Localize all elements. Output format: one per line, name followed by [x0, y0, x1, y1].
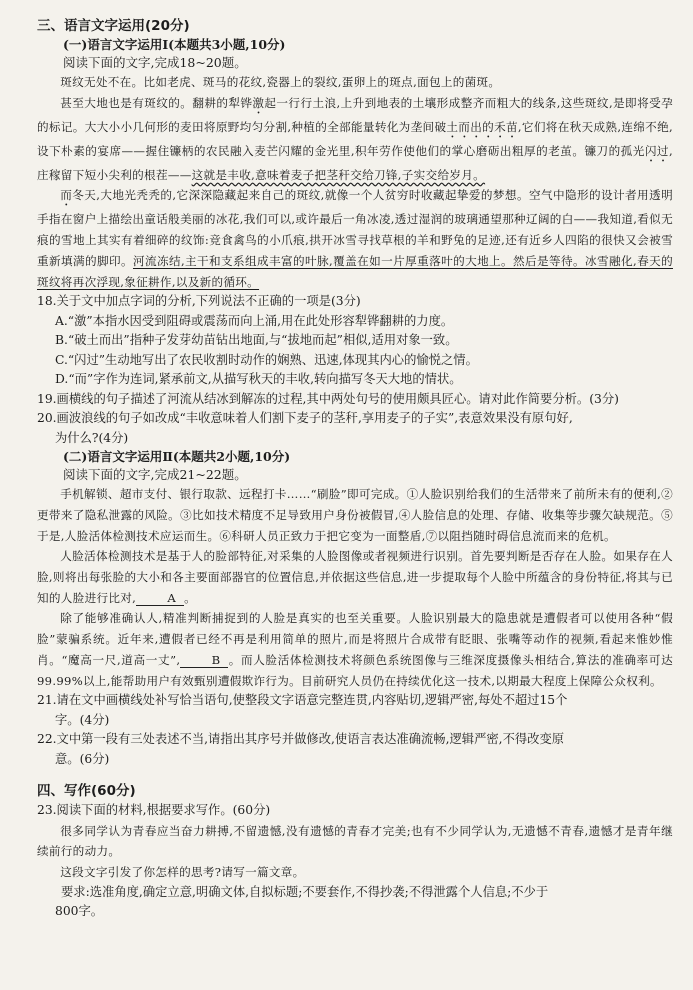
- dotted-word-potu: 土而出的禾苗: [446, 119, 518, 134]
- part-2-instruction: 阅读下面的文字,完成21~22题。: [63, 467, 247, 483]
- part-1-instruction: 阅读下面的文字,完成18~20题。: [63, 55, 247, 70]
- question-21: 21.请在文中画横线处补写恰当语句,使整段文字语意完整连贯,内容贴切,逻辑严密,每处不超过15个 字。(4分): [37, 693, 568, 727]
- question-20: 20.画波浪线的句子如改成“丰收意味着人们割下麦子的茎秆,享用麦子的子实”,表意效果没有原句好, 为什么?(4分): [37, 411, 573, 445]
- dotted-word-ji: 激: [252, 95, 265, 110]
- passage-2-paragraph-1: 手机解锁、超市支付、银行取款、远程打卡……“刷脸”即可完成。①人脸识别给我们的生活带来了前所未有的便利,②更带来了隐私泄露的风险。③比如技术精度不足导致用户身份被假冒,④人脸信息的处理、存储、收集等步骤欠缺规范。⑤于是,人脸活体检测技术应运而生。⑥科研人员正致力于把它变为一面整盾,⑦以阻挡随时碍信息流而来的危机。: [37, 487, 673, 543]
- passage-2-paragraph-3: 除了能够准确认人,精准判断捕捉到的人脸是真实的也至关重要。人脸识别最大的隐患就是遭假者可以使用各种“假脸”蒙骗系统。近年来,遭假者已经不再是利用简单的照片,而是将照片合成带有眨眼、张嘴等动作的视频,看起来惟妙惟肖。“魔高一尺,道高一丈”, B 。而人脸活体检测技术将颜色系统图像与三维深度摄像头相结合,算法的准确率可达99.99%以上,能帮助用户有效甄别遭假欺诈行为。目前研究人员仍在持续优化这一技术,以期最大程度上保障公众权利。: [37, 611, 673, 688]
- writing-prompt: 这段文字引发了你怎样的思考?请写一篇文章。: [60, 865, 305, 880]
- blank-a: A: [136, 591, 184, 606]
- passage-1-paragraph-2: 甚至大地也是有斑纹的。翻耕的犁铧激起一行行土浪,上升到地表的土壤形成整齐而粗大的线条,这些斑纹,是即将受孕的标记。大大小小几何形的麦田将原野均匀分割,种植的全部能量转化为垄间破土而出的禾苗,它们将在秋天成熟,连绵不绝,设下朴素的宴席——握住镰柄的农民融入麦芒闪耀的金光里,积年劳作使他们的掌心磨砺出粗厚的老茧。镰刀的孤光闪过,庄稼留下短小尖利的根茬——这就是丰收,意味着麦子把茎秆交给刀锋,子实交给岁月。: [37, 95, 674, 182]
- q18-option-c: C.“闪过”生动地写出了农民收割时动作的娴熟、迅速,体现其内心的愉悦之情。: [55, 352, 478, 367]
- dotted-word-shanguo: 闪过: [644, 143, 669, 158]
- wavy-underlined-sentence: 这就是丰收,意味着麦子把茎秆交给刀锋,子实交给岁月。: [191, 167, 486, 182]
- dotted-word-er: 而: [60, 188, 73, 203]
- passage-2-paragraph-2: 人脸活体检测技术是基于人的脸部特征,对采集的人脸图像或者视频进行识别。首先要判断是否存在人脸。如果存在人脸,则将出每张脸的大小和各主要面部器官的位置信息,并依据这些信息,进一步提取每个人脸中所蕴含的身份特征,将其与已知的人脸进行比对, A 。: [37, 549, 673, 605]
- q18-option-b: B.“破土而出”指种子发芽幼苗钻出地面,与“拔地而起”相似,适用对象一致。: [55, 333, 458, 348]
- part-2-title: (二)语言文字运用Ⅱ(本题共2小题,10分): [63, 449, 291, 465]
- q18-option-a: A.“激”本指水因受到阻碍或震荡而向上涌,用在此处形容犁铧翻耕的力度。: [55, 313, 454, 328]
- question-23: 23.阅读下面的材料,根据要求写作。(60分): [37, 803, 271, 818]
- underlined-sentence: 河流冻结,主干和支系组成丰富的叶脉,覆盖在如一片厚重落叶的大地上。然后是等待。冰雪融化,春天的斑纹将再次浮现,象征耕作,以及新的循环。: [37, 253, 673, 289]
- writing-material: 很多同学认为青春应当奋力耕搏,不留遗憾,没有遗憾的青春才完美;也有不少同学认为,无遗憾不青春,遗憾才是青年继续前行的动力。: [37, 823, 673, 859]
- question-18-stem: 18.关于文中加点字词的分析,下列说法不正确的一项是(3分): [37, 294, 361, 309]
- q18-option-d: D.“而”字作为连词,紧承前文,从描写秋天的丰收,转向描写冬天大地的情状。: [55, 372, 462, 387]
- part-1-title: (一)语言文字运用Ⅰ(本题共3小题,10分): [63, 37, 286, 52]
- writing-requirements: 要求:选准角度,确定立意,明确文体,自拟标题;不要套作,不得抄袭;不得泄露个人信息;不少于 800字。: [55, 884, 549, 919]
- section-3-title: 三、语言文字运用(20分): [37, 18, 190, 34]
- passage-1-paragraph-1: 斑纹无处不在。比如老虎、斑马的花纹,瓷器上的裂纹,蛋卵上的斑点,面包上的菌斑。: [60, 75, 501, 89]
- blank-b: B: [180, 653, 228, 668]
- question-22: 22.文中第一段有三处表述不当,请指出其序号并做修改,使语言表达准确流畅,逻辑严密,不得改变原 意。(6分): [37, 732, 565, 766]
- section-4-title: 四、写作(60分): [37, 783, 136, 800]
- passage-1-paragraph-3: 而冬天,大地光秃秃的,它深深隐藏起来自己的斑纹,就像一个人贫穷时收藏起挚爱的梦想。空气中隐形的设计者用透明手指在窗户上描绘出童话般美丽的冰花,我们可以,或许最后一角冰凌,透过湿润的玻璃通望那种辽阔的白——我知道,看似无痕的雪地上其实有着细碎的纹饰:竞食禽鸟的小爪痕,拱开冰雪寻找草根的羊和野兔的足迹,还有近乡人四陷的很快又会被雪重新填满的脚印。河流冻结,主干和支系组成丰富的叶脉,覆盖在如一片厚重落叶的大地上。然后是等待。冰雪融化,春天的斑纹将再次浮现,象征耕作,以及新的循环。: [37, 188, 673, 289]
- section-gap: [37, 769, 673, 783]
- question-19: 19.画横线的句子描述了河流从结冰到解冻的过程,其中两处句号的使用颇具匠心。请对此作简要分析。(3分): [37, 391, 619, 406]
